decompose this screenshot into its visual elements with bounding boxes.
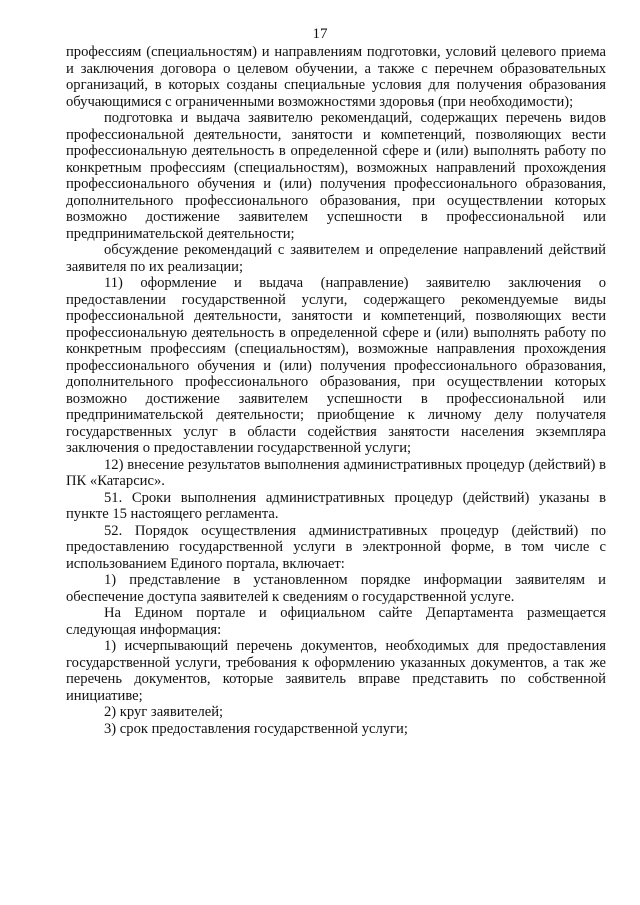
paragraph: 52. Порядок осуществления административных процедур (действий) по предоставлению государственной услуги в электронной форме, в том числе с использованием Единого портала, включает: [66,522,606,572]
page-number: 17 [312,26,328,42]
paragraph: 12) внесение результатов выполнения административных процедур (действий) в ПК «Катарсис». [66,456,606,489]
paragraph: На Едином портале и официальном сайте Департамента размещается следующая информация: [66,605,606,638]
paragraph: 3) срок предоставления государственной услуги; [104,720,408,737]
paragraph: 1) исчерпывающий перечень документов, необходимых для предоставления государственной услуги, требования к оформлению указанных документов, а так же перечень документов, которые заявитель вправе представить по собственной инициативе; [66,638,606,704]
paragraph: 2) круг заявителей; [104,704,224,720]
paragraph: 1) представление в установленном порядке информации заявителям и обеспечение доступа заявителей к сведениям о государственной услуге. [66,572,606,605]
paragraph: подготовка и выдача заявителю рекомендаций, содержащих перечень видов профессиональной деятельности, занятости и компетенций, позволяющих вести профессиональную деятельность в определенной сфере и (или) выполнять работу по конкретным профессиям (специальностям), возможных направлений прохождения профессионального обучения и (или) получения профессионального образования, дополнительного профессионального образования, при осуществлении которых возможно достижение заявителем успешности в профессиональной или предпринимательской деятельности; [66,110,606,242]
paragraph: 11) оформление и выдача (направление) заявителю заключения о предоставлении государственной услуги, содержащего рекомендуемые виды профессиональной деятельности, занятости и компетенций, позволяющих вести профессиональную деятельность в определенной сфере и (или) выполнять работу по конкретным профессиям (специальностям), возможные направления прохождения профессионального обучения и (или) получения профессионального образования, дополнительного профессионального образования, при осуществлении которых возможно достижение заявителем успешности в профессиональной или предпринимательской деятельности; приобщение к личному делу получателя государственных услуг в области содействия занятости населения экземпляра заключения о предоставлении государственной услуги; [66,275,606,456]
document-body [66,44,606,737]
paragraph: обсуждение рекомендаций с заявителем и определение направлений действий заявителя по их реализации; [66,242,606,275]
paragraph: профессиям (специальностям) и направлениям подготовки, условий целевого приема и заключения договора о целевом обучении, а также с перечнем образовательных организаций, в которых созданы специальные условия для получения образования обучающимися с ограниченными возможностями здоровья (при необходимости); [66,44,606,110]
paragraph: 51. Сроки выполнения административных процедур (действий) указаны в пункте 15 настоящего регламента. [66,489,606,522]
